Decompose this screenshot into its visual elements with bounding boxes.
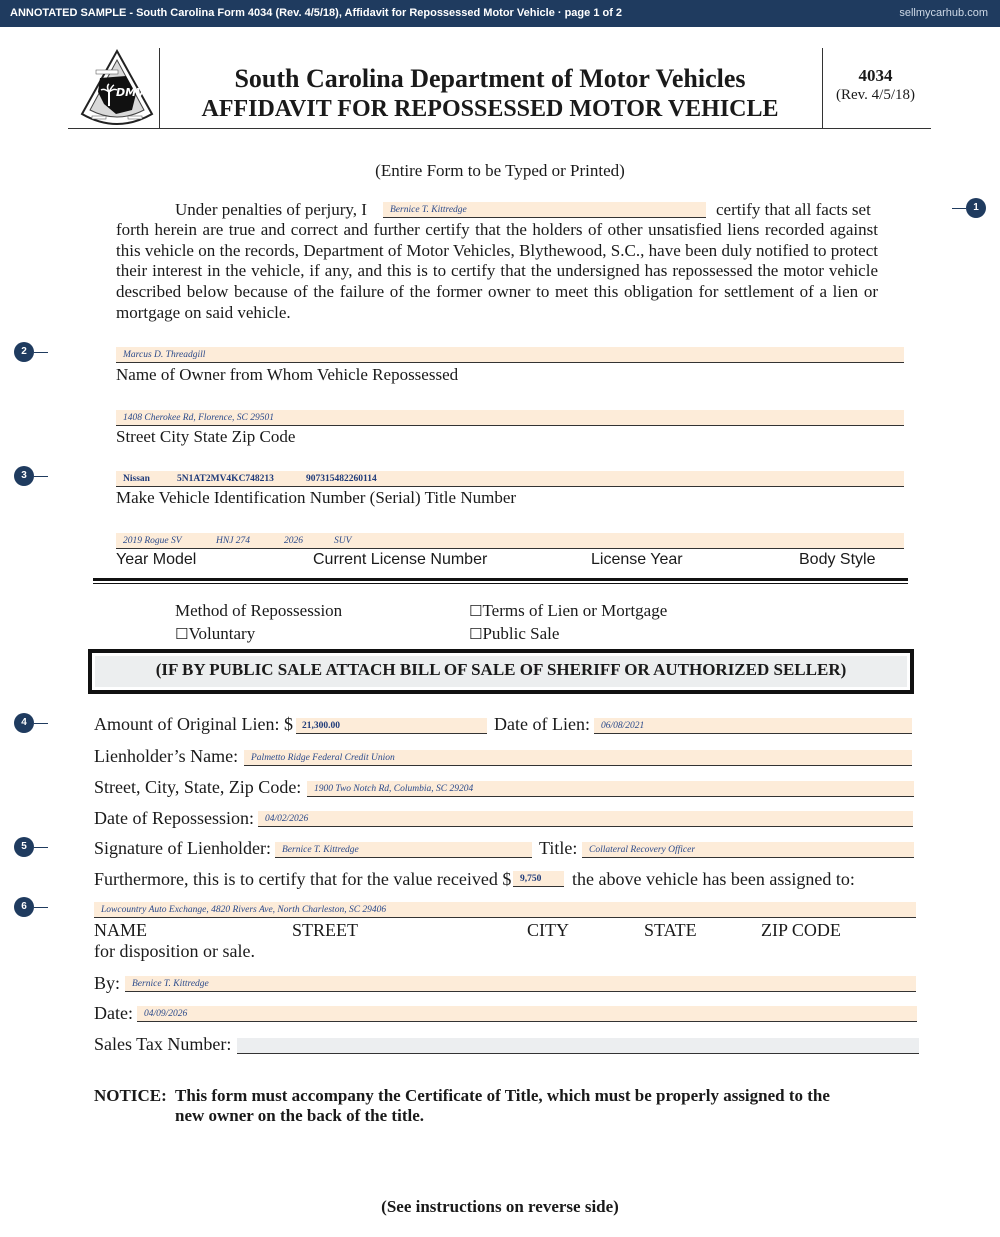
- perjury-end-text: certify that all facts set: [716, 200, 871, 219]
- license-year-label: License Year: [591, 551, 683, 568]
- perjury-start-text: Under penalties of perjury, I: [175, 200, 367, 219]
- license-number-label: Current License Number: [313, 551, 488, 568]
- lien-amount-value: 21,300.00: [302, 721, 340, 731]
- department-title: South Carolina Department of Motor Vehicles: [234, 64, 746, 93]
- form-revision: (Rev. 4/5/18): [835, 87, 915, 103]
- vehicle-id-label: Make Vehicle Identification Number (Serial) Title Number: [116, 488, 517, 507]
- sales-tax-label: Sales Tax Number:: [94, 1034, 232, 1054]
- body-style-value: SUV: [334, 536, 352, 546]
- license-year-value: 2026: [284, 536, 303, 546]
- vehicle-make-value: Nissan: [123, 474, 150, 484]
- reverse-side-note: (See instructions on reverse side): [381, 1197, 619, 1216]
- public-sale-label: Public Sale: [482, 624, 560, 643]
- assignment-date-value: 04/09/2026: [144, 1009, 188, 1019]
- callout-badge-2: 2: [14, 342, 34, 362]
- repossession-date-field[interactable]: [258, 811, 913, 827]
- assignee-state-column: STATE: [644, 920, 697, 940]
- terms-option[interactable]: [469, 601, 667, 621]
- lienholder-title-label: Title:: [539, 838, 578, 858]
- by-field[interactable]: [125, 976, 916, 992]
- owner-address-value: 1408 Cherokee Rd, Florence, SC 29501: [123, 413, 274, 423]
- lien-date-value: 06/08/2021: [601, 721, 645, 731]
- year-model-label: Year Model: [116, 551, 197, 568]
- assignment-date-field[interactable]: [137, 1006, 917, 1022]
- assignee-zip-column: ZIP CODE: [761, 920, 841, 940]
- owner-name-label: Name of Owner from Whom Vehicle Repossessed: [116, 365, 459, 384]
- repossession-date-value: 04/02/2026: [265, 814, 309, 824]
- callout-badge-6: 6: [14, 897, 34, 917]
- lienholder-signature-label: Signature of Lienholder:: [94, 838, 271, 858]
- form-number: 4034: [858, 66, 893, 85]
- voluntary-label: Voluntary: [188, 624, 256, 643]
- by-value: Bernice T. Kittredge: [132, 979, 209, 989]
- terms-checkbox[interactable]: ☐: [469, 602, 483, 620]
- lienholder-title-value: Collateral Recovery Officer: [589, 845, 696, 855]
- assignment-text-start: Furthermore, this is to certify that for the value received $: [94, 869, 512, 889]
- owner-name-field[interactable]: [116, 347, 904, 363]
- callout-badge-5: 5: [14, 837, 34, 857]
- double-rule-bottom: [93, 583, 908, 584]
- lien-date-label: Date of Lien:: [494, 714, 590, 734]
- dmv-logo: [78, 48, 156, 128]
- body-style-label: Body Style: [799, 551, 876, 568]
- header-underline: [68, 128, 931, 129]
- notice-line-2: new owner on the back of the title.: [175, 1106, 424, 1125]
- callout-badge-4: 4: [14, 713, 34, 733]
- voluntary-option[interactable]: [175, 624, 255, 644]
- callout-line: [34, 847, 48, 848]
- callout-line: [34, 907, 48, 908]
- banner-label: ANNOTATED SAMPLE - South Carolina Form 4034 (Rev. 4/5/18), Affidavit for Repossessed Motor Vehicle · page 1 of 2: [10, 7, 623, 19]
- owner-name-value: Marcus D. Threadgill: [123, 350, 206, 360]
- disposition-text: for disposition or sale.: [94, 941, 255, 961]
- assignment-text-end: the above vehicle has been assigned to:: [572, 869, 855, 889]
- banner-site-link[interactable]: sellmycarhub.com: [899, 7, 988, 19]
- lienholder-signature-value: Bernice T. Kittredge: [282, 845, 359, 855]
- owner-address-label: Street City State Zip Code: [116, 427, 296, 446]
- license-number-value: HNJ 274: [216, 536, 251, 546]
- public-sale-checkbox[interactable]: ☐: [469, 625, 483, 643]
- callout-badge-1: 1: [966, 198, 986, 218]
- assignee-name-column: NAME: [94, 920, 147, 940]
- lienholder-name-label: Lienholder’s Name:: [94, 746, 239, 766]
- callout-line: [34, 476, 48, 477]
- terms-label: Terms of Lien or Mortgage: [482, 601, 668, 620]
- lien-amount-label: Amount of Original Lien: $: [94, 714, 293, 734]
- public-sale-notice: (IF BY PUBLIC SALE ATTACH BILL OF SALE OF SHERIFF OR AUTHORIZED SELLER): [155, 660, 847, 679]
- public-sale-option[interactable]: [469, 624, 559, 644]
- value-received-value: 9,750: [520, 874, 542, 884]
- callout-line: [952, 208, 966, 209]
- lienholder-name-value: Palmetto Ridge Federal Credit Union: [251, 753, 395, 763]
- sales-tax-field[interactable]: [237, 1038, 919, 1054]
- assignee-value: Lowcountry Auto Exchange, 4820 Rivers Ave, North Charleston, SC 29406: [101, 905, 387, 915]
- double-rule-top: [93, 578, 908, 581]
- vehicle-title-number-value: 907315482260114: [306, 474, 377, 484]
- annotation-banner: [0, 0, 1000, 27]
- voluntary-checkbox[interactable]: ☐: [175, 625, 189, 643]
- public-sale-notice-box: [88, 649, 914, 694]
- lienholder-address-label: Street, City, State, Zip Code:: [94, 777, 302, 797]
- typed-printed-note: (Entire Form to be Typed or Printed): [375, 161, 625, 180]
- notice-label: NOTICE:: [94, 1086, 167, 1105]
- assignee-street-column: STREET: [292, 920, 358, 940]
- lienholder-address-value: 1900 Two Notch Rd, Columbia, SC 29204: [314, 784, 474, 794]
- by-label: By:: [94, 973, 121, 993]
- method-label: Method of Repossession: [175, 601, 343, 620]
- form-title: AFFIDAVIT FOR REPOSSESSED MOTOR VEHICLE: [201, 96, 779, 122]
- affidavit-body-text: forth herein are true and correct and further certify that the holders of other unsatisfied liens recorded against this vehicle on the records, Department of Motor Vehicles, Blythewood, S.C., have been duly notified to protect their interest in the vehicle, if any, and this is to certify that the undersigned has repossessed the motor vehicle described below because of the failure of the former owner to meet this obligation for settlement of a lien or mortgage on said vehicle.: [116, 220, 878, 322]
- repossession-date-label: Date of Repossession:: [94, 808, 254, 828]
- assignment-date-label: Date:: [94, 1003, 133, 1023]
- callout-line: [34, 352, 48, 353]
- callout-badge-3: 3: [14, 466, 34, 486]
- affiant-name-value: Bernice T. Kittredge: [390, 205, 467, 215]
- notice-line-1: This form must accompany the Certificate of Title, which must be properly assigned to the: [175, 1086, 830, 1105]
- logo-text: DMV: [116, 86, 145, 99]
- year-model-value: 2019 Rogue SV: [123, 536, 182, 546]
- callout-line: [34, 723, 48, 724]
- assignee-city-column: CITY: [527, 920, 569, 940]
- vehicle-vin-value: 5N1AT2MV4KC748213: [177, 474, 274, 484]
